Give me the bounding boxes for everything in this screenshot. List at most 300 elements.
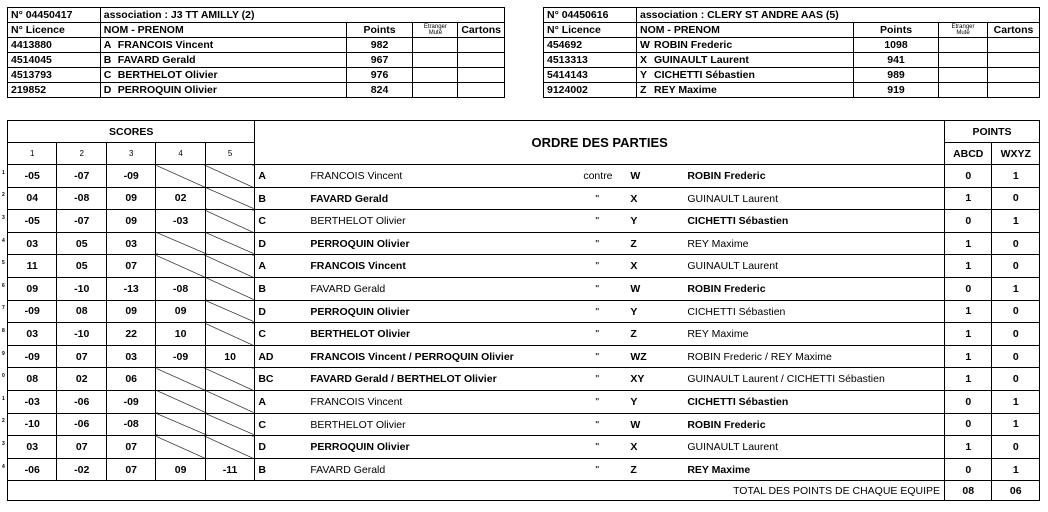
team-left-cartons-header: Cartons [458,23,505,38]
right-letter: Z [630,463,637,476]
set-score [205,255,254,278]
right-player: ROBIN Frederic / REY Maxime [687,350,832,363]
set-score-value: -02 [74,463,90,476]
game-line [255,391,944,413]
left-letter: B [258,192,266,205]
game-row [8,436,1040,459]
set-score [2,187,57,210]
set-score [156,187,205,210]
game-number: 4 [2,463,5,470]
set-score-value: 10 [174,327,187,340]
set-score-value: -06 [74,395,90,408]
points-wxyz: 1 [992,210,1040,233]
set-label: 4 [156,143,205,165]
game-cell [255,390,945,413]
points-abcd: 1 [945,187,992,210]
set-score-value: 05 [75,260,88,273]
set-score-value: -08 [173,282,189,295]
game-cell [255,458,945,481]
game-cell [255,413,945,436]
set-score [2,436,57,459]
game-row [8,232,1040,255]
set-score-value: -09 [24,350,40,363]
right-letter: Y [630,215,638,228]
set-score [57,436,106,459]
points-wxyz: 1 [992,165,1040,188]
points-abcd: 0 [945,390,992,413]
game-row [8,255,1040,278]
right-player: GUINAULT Laurent / CICHETTI Sébastien [687,373,885,386]
right-letter: Z [630,237,637,250]
set-score-value: 07 [125,440,138,453]
points-abcd: 1 [945,323,992,346]
player-cartons [458,83,505,98]
player-licence: 4513313 [544,53,637,68]
set-score [205,458,254,481]
set-score [156,368,205,391]
player-cartons [988,83,1040,98]
mute-label: Muté [956,30,970,36]
set-score-value: -03 [173,214,189,227]
set-score [205,210,254,233]
set-score [57,255,106,278]
set-score [205,436,254,459]
points-wxyz: 1 [992,390,1040,413]
player-etranger [939,38,988,53]
left-player: FRANCOIS Vincent [310,260,406,273]
player-cartons [458,38,505,53]
game-number: 3 [2,440,5,447]
set-score [156,300,205,323]
set-score [156,232,205,255]
set-score-value: 06 [125,373,138,386]
set-score [2,413,57,436]
game-row [8,390,1040,413]
team-right-licence-header: N° Licence [544,23,637,38]
right-player: ROBIN Frederic [687,170,766,182]
set-label: 2 [57,143,106,165]
player-row [8,83,505,98]
team-left-number: N° 04450417 [8,8,101,23]
set-label: 1 [8,143,57,165]
left-letter: D [258,441,266,454]
set-label: 5 [205,143,254,165]
set-score-value: 02 [75,373,88,386]
player-etranger [939,83,988,98]
player-name: ROBIN Frederic [654,39,733,51]
game-number: 7 [2,305,5,312]
player-row [544,53,1040,68]
player-licence: 219852 [8,83,101,98]
game-line [255,278,944,300]
game-row [8,210,1040,233]
right-player: CICHETTI Sébastien [687,395,789,408]
game-cell [255,165,945,188]
player-name-cell [637,38,854,53]
left-player: FAVARD Gerald [310,192,389,205]
versus-label: " [595,305,600,318]
player-row [544,68,1040,83]
set-score-value: -09 [173,350,189,363]
player-row [544,83,1040,98]
set-score [205,187,254,210]
set-score-value: -05 [24,169,40,182]
set-score [156,323,205,346]
set-score [2,323,57,346]
set-score-value: -10 [74,327,90,340]
left-letter: A [258,395,266,408]
set-score-value: 09 [26,282,39,295]
game-row [8,165,1040,188]
player-name-cell [100,38,346,53]
set-score [205,390,254,413]
points-wxyz: 0 [992,436,1040,459]
set-score [205,413,254,436]
points-abcd: 1 [945,345,992,368]
team-right-name-header: NOM - PRENOM [637,23,854,38]
points-abcd: 0 [945,165,992,188]
points-abcd: 1 [945,368,992,391]
player-etranger [939,53,988,68]
player-name-cell [637,53,854,68]
left-letter: A [258,170,266,182]
right-letter: W [630,170,641,182]
game-row [8,300,1040,323]
etranger-label: Etranger [423,24,447,30]
player-name-cell [100,53,346,68]
points-abcd: 1 [945,232,992,255]
left-player: PERROQUIN Olivier [310,305,410,318]
points-abcd: 1 [945,436,992,459]
set-score-value: 09 [125,214,138,227]
set-score [106,323,155,346]
right-player: ROBIN Frederic [687,282,766,295]
set-score [205,368,254,391]
etranger-label: Etranger [951,24,975,30]
set-score [156,458,205,481]
left-letter: D [258,237,266,250]
player-licence: 4514045 [8,53,101,68]
scores-header: SCORES [8,121,255,143]
versus-label: " [595,328,600,341]
game-number: 1 [2,169,5,176]
set-score-value: 03 [26,237,39,250]
set-score [57,458,106,481]
player-licence: 4413880 [8,38,101,53]
player-name-cell [100,83,346,98]
set-score-value: 09 [125,305,138,318]
set-score [2,232,57,255]
set-score-value: 07 [125,260,138,273]
player-licence: 454692 [544,38,637,53]
set-score [2,345,57,368]
team-right-table [543,7,1040,98]
player-etranger [413,53,458,68]
right-letter: Y [630,305,638,318]
right-letter: Z [630,328,637,341]
set-score [205,323,254,346]
team-right-association: association : CLERY ST ANDRE AAS (5) [637,8,1040,23]
game-line [255,368,944,390]
versus-label: contre [583,170,613,182]
team-right-number: N° 04450616 [544,8,637,23]
left-player: FAVARD Gerald [310,282,386,295]
game-cell [255,255,945,278]
set-score [57,187,106,210]
player-row [544,38,1040,53]
ordre-header: ORDRE DES PARTIES [255,121,945,165]
game-row [8,368,1040,391]
points-wxyz: 1 [992,413,1040,436]
player-letter: B [103,54,112,66]
set-score [57,210,106,233]
game-line [255,346,944,368]
set-score-value: 03 [26,440,39,453]
versus-label: " [595,350,600,363]
mute-label: Muté [428,30,443,36]
set-score [2,390,57,413]
set-score-value: 08 [75,305,88,318]
points-wxyz: 0 [992,187,1040,210]
player-letter: X [640,54,648,66]
left-player: BERTHELOT Olivier [310,418,406,431]
set-score [57,368,106,391]
left-letter: B [258,463,266,476]
player-row [8,68,505,83]
points-wxyz: 0 [992,300,1040,323]
set-score-value: 09 [174,463,187,476]
match-sheet-table [2,120,1040,501]
player-name: PERROQUIN Olivier [117,84,217,96]
set-score-value: 07 [75,440,88,453]
game-line [255,188,944,210]
game-number: 4 [2,237,5,244]
game-cell [255,277,945,300]
team-left-association: association : J3 TT AMILLY (2) [100,8,504,23]
points-abcd: 0 [945,458,992,481]
left-player: FAVARD Gerald / BERTHELOT Olivier [310,373,497,386]
left-player: BERTHELOT Olivier [310,328,411,341]
set-score-value: -10 [24,418,40,431]
game-cell [255,187,945,210]
set-score [2,210,57,233]
player-etranger [939,68,988,83]
left-player: FAVARD Gerald [310,463,386,476]
right-player: GUINAULT Laurent [687,192,778,205]
set-score [106,413,155,436]
set-score-value: 03 [125,237,138,250]
player-points: 824 [346,83,413,98]
game-row [8,458,1040,481]
points-wxyz: 0 [992,232,1040,255]
player-points: 982 [346,38,413,53]
set-score [156,413,205,436]
game-number: 1 [2,395,5,402]
set-score-value: 03 [125,350,138,363]
left-letter: B [258,282,266,295]
player-points: 989 [854,68,939,83]
left-letter: C [258,215,266,228]
team-left-name-header: NOM - PRENOM [100,23,346,38]
set-score-value: -09 [24,305,40,318]
set-score [156,255,205,278]
set-score [106,277,155,300]
left-player: FRANCOIS Vincent [310,170,403,182]
right-letter: XY [630,373,645,386]
points-abcd: 1 [945,255,992,278]
game-line [255,436,944,458]
points-wxyz: 1 [992,458,1040,481]
right-letter: X [630,260,638,273]
wxyz-header: WXYZ [992,143,1040,165]
set-score [106,300,155,323]
game-number: 3 [2,214,5,221]
right-letter: Y [630,395,638,408]
set-score-value: 09 [125,192,138,205]
set-score [57,232,106,255]
set-score [106,345,155,368]
set-score [2,255,57,278]
set-score-value: 10 [224,350,236,363]
versus-label: " [595,237,600,250]
game-cell [255,300,945,323]
set-score-value: -03 [24,395,40,408]
set-score [2,300,57,323]
left-letter: AD [258,350,274,363]
right-player: REY Maxime [687,237,749,250]
set-score [156,277,205,300]
set-score-value: 08 [26,373,39,386]
team-left-licence-header: N° Licence [8,23,101,38]
set-score [106,436,155,459]
player-cartons [458,68,505,83]
versus-label: " [595,373,600,386]
right-letter: WZ [630,350,647,363]
set-score [106,255,155,278]
right-player: REY Maxime [687,328,749,341]
set-score [205,277,254,300]
player-letter: D [103,84,112,96]
set-score [57,345,106,368]
set-score-value: 07 [75,350,88,363]
game-line [255,210,944,232]
left-letter: C [258,328,266,341]
game-line [255,301,944,323]
set-score-value: -08 [74,192,90,205]
set-score-value: -08 [123,418,139,431]
game-number: 8 [2,327,5,334]
set-score [2,277,57,300]
points-abcd: 1 [945,300,992,323]
set-score [106,210,155,233]
total-wxyz: 06 [992,481,1040,501]
points-abcd: 0 [945,277,992,300]
set-score-value: 04 [26,192,39,205]
set-score [156,345,205,368]
versus-label: " [595,192,600,205]
set-score [205,232,254,255]
versus-label: " [595,463,600,476]
game-line [255,459,944,481]
game-line [255,165,944,187]
game-row [8,345,1040,368]
points-header: POINTS [945,121,1040,143]
right-player: CICHETTI Sébastien [687,215,789,228]
set-score-value: 11 [26,260,38,273]
player-points: 967 [346,53,413,68]
set-score-value: -07 [74,214,90,227]
set-score-value: -07 [74,169,90,182]
set-score [106,368,155,391]
player-cartons [988,68,1040,83]
player-cartons [988,53,1040,68]
player-letter: Y [640,69,648,81]
right-letter: W [630,282,641,295]
player-points: 919 [854,83,939,98]
set-score [2,165,57,188]
set-score-value: -10 [74,282,90,295]
set-score-value: 02 [174,192,187,205]
set-score [57,165,106,188]
player-row [8,53,505,68]
set-score [106,390,155,413]
right-player: CICHETTI Sébastien [687,305,786,318]
versus-label: " [595,441,600,454]
left-letter: A [258,260,266,273]
team-left-points-header: Points [346,23,413,38]
set-score-value: -11 [222,463,238,476]
set-score [57,277,106,300]
points-wxyz: 0 [992,323,1040,346]
game-cell [255,210,945,233]
versus-label: " [595,282,600,295]
player-letter: A [103,39,112,51]
game-line [255,233,944,255]
player-points: 976 [346,68,413,83]
team-left-table [7,7,505,98]
right-player: GUINAULT Laurent [687,260,778,273]
set-score-value: 07 [125,463,138,476]
player-name: REY Maxime [654,84,717,96]
team-right-points-header: Points [854,23,939,38]
player-name-cell [637,68,854,83]
game-cell [255,368,945,391]
points-wxyz: 0 [992,345,1040,368]
player-name: CICHETTI Sébastien [654,69,755,81]
player-points: 1098 [854,38,939,53]
player-points: 941 [854,53,939,68]
player-row [8,38,505,53]
team-right-etranger-header [939,23,988,38]
player-cartons [458,53,505,68]
player-etranger [413,68,458,83]
game-number: 5 [2,260,5,267]
player-licence: 4513793 [8,68,101,83]
player-name: FRANCOIS Vincent [117,39,214,51]
game-number: 2 [2,192,5,199]
abcd-header: ABCD [945,143,992,165]
game-cell [255,323,945,346]
left-player: FRANCOIS Vincent [310,395,403,408]
player-letter: C [103,69,112,81]
player-etranger [413,83,458,98]
points-abcd: 0 [945,210,992,233]
left-player: BERTHELOT Olivier [310,215,406,228]
set-label: 3 [106,143,155,165]
player-name: FAVARD Gerald [117,54,196,66]
game-cell [255,232,945,255]
player-cartons [988,38,1040,53]
